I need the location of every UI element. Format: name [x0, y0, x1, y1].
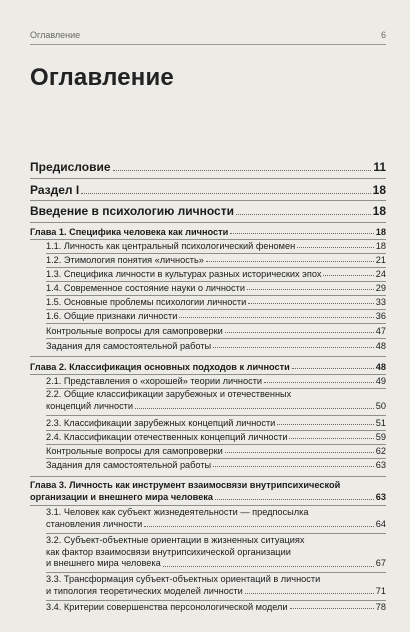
divider: [46, 267, 386, 268]
toc-entry-ch1-review-questions[interactable]: Контрольные вопросы для самопроверки 47: [46, 326, 386, 336]
toc-entry-section-1-4[interactable]: 1.4. Современное состояние науки о личности 29: [46, 283, 386, 293]
toc-entry-ch2-assignments[interactable]: Задания для самостоятельной работы 63: [46, 460, 386, 470]
divider: [30, 356, 386, 357]
divider: [46, 430, 386, 431]
toc-entry-section-2-1[interactable]: 2.1. Представления о «хорошей» теории личности 49: [46, 376, 386, 386]
divider: [30, 505, 386, 506]
toc-entry-introduction[interactable]: Введение в психологию личности 18: [30, 204, 386, 218]
divider: [30, 374, 386, 375]
divider: [46, 323, 386, 324]
divider: [30, 222, 386, 223]
divider: [30, 200, 386, 201]
toc-entry-chapter-2[interactable]: Глава 2. Классификация основных подходов к личности 48: [30, 362, 386, 372]
divider: [46, 600, 386, 601]
divider: [46, 338, 386, 339]
toc-entry-section-2-4[interactable]: 2.4. Классификации отечественных концепций личности 59: [46, 432, 386, 442]
divider: [46, 533, 386, 534]
toc-entry-section-3-3[interactable]: 3.3. Трансформация субъект-объектных ориентаций в личности и типология теоретических моделей личности 71: [46, 574, 386, 596]
divider: [46, 253, 386, 254]
divider: [46, 572, 386, 573]
page-title: Оглавление: [30, 64, 174, 91]
toc-entry-chapter-1[interactable]: Глава 1. Специфика человека как личности 18: [30, 227, 386, 237]
toc-entry-section-1-3[interactable]: 1.3. Специфика личности в культурах разных исторических эпох 24: [46, 269, 386, 279]
toc-entry-section-3-2[interactable]: 3.2. Субъект-объектные ориентации в жизненных ситуациях как фактор взаимосвязи внутрипсихической организации и внешнего мира человека 67: [46, 535, 386, 569]
toc-entry-section-1-6[interactable]: 1.6. Общие признаки личности 36: [46, 311, 386, 321]
divider: [46, 458, 386, 459]
divider: [46, 415, 386, 416]
running-head: [30, 30, 386, 45]
divider: [46, 295, 386, 296]
running-head-title: Оглавление: [30, 30, 81, 40]
toc-entry-section-2-2[interactable]: 2.2. Общие классификации зарубежных и отечественных концепций личности 50: [46, 389, 386, 411]
toc-entry-section-1-2[interactable]: 1.2. Этимология понятия «личность» 21: [46, 255, 386, 265]
divider: [30, 239, 386, 240]
toc-entry-section-1-5[interactable]: 1.5. Основные проблемы психологии личности 33: [46, 297, 386, 307]
divider: [46, 309, 386, 310]
toc-entry-section-3-4[interactable]: 3.4. Критерии совершенства персонологической модели 78: [46, 602, 386, 612]
toc-entry-ch2-review-questions[interactable]: Контрольные вопросы для самопроверки 62: [46, 446, 386, 456]
toc-entry-chapter-3[interactable]: Глава 3. Личность как инструмент взаимосвязи внутрипсихической организации и внешнего мира человека 63: [30, 480, 386, 502]
divider: [30, 178, 386, 179]
divider: [46, 281, 386, 282]
toc-entry-part-1[interactable]: Раздел I 18: [30, 183, 386, 197]
toc-entry-section-2-3[interactable]: 2.3. Классификации зарубежных концепций личности 51: [46, 418, 386, 428]
toc-entry-section-3-1[interactable]: 3.1. Человек как субъект жизнедеятельности — предпосылка становления личности 64: [46, 507, 386, 529]
divider: [46, 444, 386, 445]
toc-entry-section-1-1[interactable]: 1.1. Личность как центральный психологический феномен 18: [46, 241, 386, 251]
toc-entry-preface[interactable]: Предисловие 11: [30, 160, 386, 174]
running-head-page-number: 6: [380, 30, 386, 40]
toc-entry-ch1-assignments[interactable]: Задания для самостоятельной работы 48: [46, 341, 386, 351]
divider: [30, 476, 386, 477]
